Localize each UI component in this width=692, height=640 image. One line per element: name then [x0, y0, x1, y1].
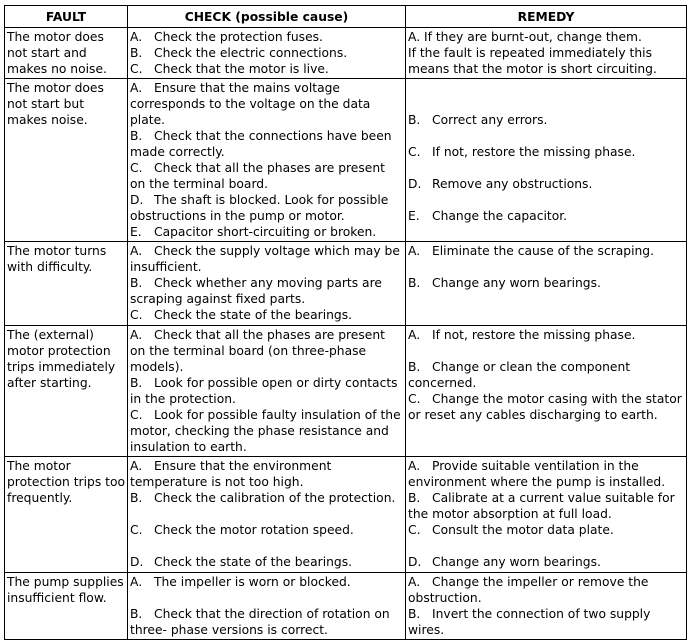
item-text: Check that the motor is live. [154, 62, 329, 76]
check-cell [128, 28, 406, 79]
item-text: If they are burnt-out, change them. [424, 30, 642, 44]
remedy-cell [406, 79, 687, 242]
item-text: Check the motor rotation speed. [154, 523, 354, 537]
cell-line [130, 29, 403, 45]
item-letter: C. [130, 408, 143, 422]
item-letter: E. [408, 209, 420, 223]
table-row [5, 326, 687, 457]
cell-line [130, 375, 403, 407]
item-text: Check the state of the bearings. [154, 555, 353, 569]
header-remedy: REMEDY [406, 6, 687, 28]
cell-line [130, 554, 403, 570]
item-letter: C. [130, 62, 143, 76]
item-text: Look for possible open or dirty contacts in the protection. [130, 376, 398, 406]
item-text: Check that all the phases are present on the terminal board (on three-phase models). [130, 328, 385, 374]
item-text: Check the electric connections. [154, 46, 348, 60]
item-text: Ensure that the mains voltage corresponds to the voltage on the data plate. [130, 81, 371, 127]
troubleshooting-table-wrapper [4, 5, 687, 640]
remedy-cell [406, 28, 687, 79]
cell-line [130, 574, 403, 590]
cell-line [408, 128, 684, 144]
item-letter: A. [130, 575, 143, 589]
cell-line [130, 590, 403, 606]
header-row [5, 6, 687, 28]
item-text: Check whether any moving parts are scraping against fixed parts. [130, 276, 382, 306]
cell-line [408, 574, 684, 606]
cell-line [130, 224, 403, 240]
item-letter: A. [408, 328, 421, 342]
item-text: Change or clean the component concerned. [408, 360, 631, 390]
item-letter: A. [130, 244, 143, 258]
cell-line [408, 490, 684, 522]
item-text: Correct any errors. [432, 113, 548, 127]
cell-line [130, 522, 403, 538]
cell-line [130, 61, 403, 77]
table-row [5, 242, 687, 326]
cell-line: If the fault is repeated immediately this means that the motor is short circuiting. [408, 46, 657, 76]
item-letter: B. [408, 276, 421, 290]
remedy-cell [406, 573, 687, 640]
cell-line [130, 407, 403, 455]
cell-line [130, 192, 403, 224]
item-text: The impeller is worn or blocked. [154, 575, 351, 589]
table-row [5, 573, 687, 640]
remedy-cell [406, 326, 687, 457]
item-letter: A. [130, 30, 143, 44]
fault-cell: The motor does not start but makes noise. [5, 79, 128, 242]
item-letter: A. [408, 30, 421, 44]
item-letter: D. [130, 555, 144, 569]
item-text: Change any worn bearings. [432, 555, 601, 569]
item-text: Ensure that the environment temperature is not too high. [130, 459, 332, 489]
item-letter: B. [130, 129, 143, 143]
item-letter: B. [408, 113, 421, 127]
cell-line [130, 80, 403, 128]
cell-line [408, 144, 684, 160]
cell-line [408, 208, 684, 224]
header-check: CHECK (possible cause) [128, 6, 406, 28]
item-letter: B. [130, 276, 143, 290]
item-text: Check the state of the bearings. [154, 308, 353, 322]
item-letter: A. [408, 575, 421, 589]
item-letter: C. [130, 161, 143, 175]
item-text: Change the capacitor. [432, 209, 568, 223]
item-letter: C. [130, 523, 143, 537]
cell-line [408, 80, 684, 96]
item-letter: C. [408, 523, 421, 537]
check-cell [128, 326, 406, 457]
table-row [5, 79, 687, 242]
item-text: Provide suitable ventilation in the environment where the pump is installed. [408, 459, 666, 489]
item-text: Consult the motor data plate. [432, 523, 614, 537]
check-cell [128, 79, 406, 242]
cell-line [130, 128, 403, 160]
cell-line [130, 275, 403, 307]
troubleshooting-table [4, 5, 687, 640]
cell-line [408, 538, 684, 554]
item-text: If not, restore the missing phase. [432, 328, 636, 342]
item-letter: A. [130, 459, 143, 473]
item-letter: A. [408, 244, 421, 258]
item-text: Eliminate the cause of the scraping. [432, 244, 655, 258]
cell-line [408, 343, 684, 359]
item-text: Check the calibration of the protection. [154, 491, 396, 505]
fault-cell: The pump supplies insufficient flow. [5, 573, 128, 640]
item-letter: A. [408, 459, 421, 473]
table-row [5, 457, 687, 573]
cell-line [408, 112, 684, 128]
item-letter: D. [408, 177, 422, 191]
fault-cell: The motor turns with difficulty. [5, 242, 128, 326]
item-letter: B. [130, 46, 143, 60]
item-letter: C. [408, 145, 421, 159]
check-cell [128, 242, 406, 326]
item-text: Check the supply voltage which may be insufficient. [130, 244, 400, 274]
item-text: Check that the connections have been made correctly. [130, 129, 392, 159]
table-row [5, 28, 687, 79]
fault-cell: The (external) motor protection trips immediately after starting. [5, 326, 128, 457]
item-letter: B. [408, 360, 421, 374]
item-text: Look for possible faulty insulation of the motor, checking the phase resistance and insulation to earth. [130, 408, 401, 454]
item-text: Change the motor casing with the stator or reset any cables discharging to earth. [408, 392, 682, 422]
cell-line [408, 243, 684, 259]
cell-line [408, 192, 684, 208]
item-letter: C. [130, 308, 143, 322]
cell-line [408, 160, 684, 176]
item-text: Calibrate at a current value suitable for the motor absorption at full load. [408, 491, 675, 521]
item-text: Invert the connection of two supply wires. [408, 607, 651, 637]
item-letter: B. [408, 607, 421, 621]
cell-line [408, 29, 684, 45]
remedy-cell [406, 242, 687, 326]
item-letter: B. [130, 376, 143, 390]
cell-line [408, 359, 684, 391]
cell-line [130, 538, 403, 554]
cell-line [130, 606, 403, 638]
remedy-cell [406, 457, 687, 573]
cell-line [130, 458, 403, 490]
item-letter: C. [408, 392, 421, 406]
cell-line [130, 490, 403, 506]
item-letter: A. [130, 328, 143, 342]
cell-line [408, 259, 684, 275]
fault-cell: The motor does not start and makes no noise. [5, 28, 128, 79]
item-letter: B. [130, 607, 143, 621]
cell-line [130, 307, 403, 323]
cell-line [408, 522, 684, 538]
fault-cell: The motor protection trips too frequently. [5, 457, 128, 573]
cell-line [408, 275, 684, 291]
item-letter: D. [408, 555, 422, 569]
item-letter: D. [130, 193, 144, 207]
item-text: Check that the direction of rotation on three- phase versions is correct. [130, 607, 390, 637]
cell-line [408, 96, 684, 112]
cell-line [408, 606, 684, 638]
check-cell [128, 573, 406, 640]
cell-line [408, 458, 684, 490]
item-text: Check the protection fuses. [154, 30, 323, 44]
item-text: Remove any obstructions. [432, 177, 593, 191]
cell-line [408, 327, 684, 343]
item-text: Change the impeller or remove the obstruction. [408, 575, 649, 605]
cell-line [130, 506, 403, 522]
item-text: The shaft is blocked. Look for possible obstructions in the pump or motor. [130, 193, 389, 223]
cell-line [130, 160, 403, 192]
item-text: If not, restore the missing phase. [432, 145, 636, 159]
item-letter: B. [408, 491, 421, 505]
cell-line [130, 327, 403, 375]
check-cell [128, 457, 406, 573]
item-letter: B. [130, 491, 143, 505]
cell-line [408, 176, 684, 192]
cell-line [408, 554, 684, 570]
item-text: Check that all the phases are present on the terminal board. [130, 161, 385, 191]
cell-line [130, 45, 403, 61]
item-text: Capacitor short-circuiting or broken. [154, 225, 377, 239]
cell-line [408, 391, 684, 423]
item-text: Change any worn bearings. [432, 276, 601, 290]
header-fault: FAULT [5, 6, 128, 28]
cell-line [130, 243, 403, 275]
item-letter: A. [130, 81, 143, 95]
item-letter: E. [130, 225, 142, 239]
